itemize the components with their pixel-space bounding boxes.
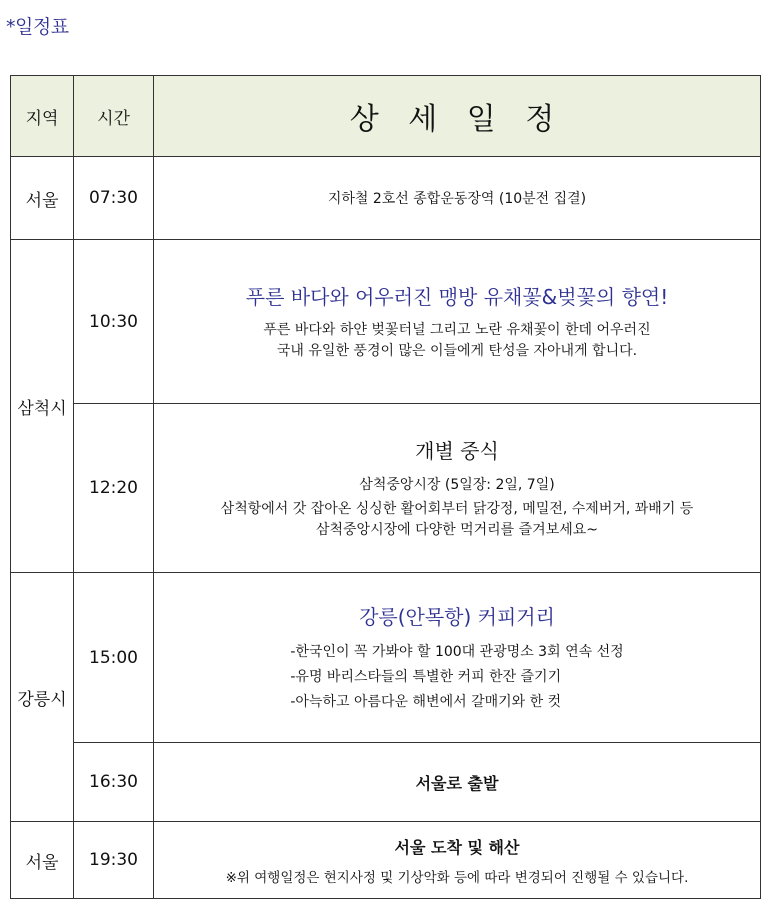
table-row — [11, 240, 761, 404]
detail-line: 삼척중앙시장에 다양한 먹거리를 즐겨보세요~ — [315, 522, 599, 538]
header-region: 지역 — [11, 76, 74, 157]
detail-cell — [154, 404, 761, 573]
detail-title: 서울로 출발 — [415, 773, 499, 793]
table-row — [11, 573, 761, 743]
header-row — [11, 76, 761, 157]
time-cell: 10:30 — [74, 240, 154, 404]
header-time: 시간 — [74, 76, 154, 157]
detail-line: -아늑하고 아름다운 해변에서 갈매기와 한 컷 — [290, 693, 562, 710]
detail-text: 지하철 2호선 종합운동장역 (10분전 집결) — [327, 191, 587, 207]
schedule-table — [10, 75, 761, 899]
detail-line: -유명 바리스타들의 특별한 커피 한잔 즐기기 — [290, 668, 562, 685]
region-cell: 강릉시 — [11, 573, 74, 822]
table-row — [11, 404, 761, 573]
detail-list — [290, 640, 623, 715]
table-row — [11, 157, 761, 240]
detail-title: 서울 도착 및 해산 — [394, 837, 520, 857]
time-cell: 15:00 — [74, 573, 154, 743]
time-cell: 19:30 — [74, 822, 154, 899]
detail-cell — [154, 573, 761, 743]
time-cell: 12:20 — [74, 404, 154, 573]
detail-title: 강릉(안목항) 커피거리 — [359, 604, 555, 629]
detail-subtitle: 삼척중앙시장 (5일장: 2일, 7일) — [359, 477, 555, 493]
detail-line: -한국인이 꼭 가봐야 할 100대 관광명소 3회 연속 선정 — [290, 643, 624, 660]
header-detail: 상 세 일 정 — [154, 76, 761, 157]
region-cell: 삼척시 — [11, 240, 74, 573]
detail-line: 국내 유일한 풍경이 많은 이들에게 탄성을 자아내게 합니다. — [276, 343, 638, 359]
detail-cell — [154, 157, 761, 240]
time-cell: 16:30 — [74, 743, 154, 822]
detail-cell — [154, 240, 761, 404]
region-cell: 서울 — [11, 157, 74, 240]
detail-note: ※위 여행일정은 현지사정 및 기상악화 등에 따라 변경되어 진행될 수 있습니다. — [225, 869, 689, 886]
detail-cell — [154, 743, 761, 822]
detail-title: 개별 중식 — [415, 439, 499, 463]
detail-line: 삼척항에서 갓 잡아온 싱싱한 활어회부터 닭강정, 메밀전, 수제버거, 꽈배기 등 — [220, 501, 694, 517]
detail-title: 푸른 바다와 어우러진 맹방 유채꽃&벚꽃의 향연! — [245, 285, 669, 309]
detail-cell — [154, 822, 761, 899]
page-title: *일정표 — [6, 16, 69, 38]
table-row — [11, 822, 761, 899]
table-row — [11, 743, 761, 822]
detail-line: 푸른 바다와 하얀 벚꽃터널 그리고 노란 유채꽃이 한데 어우러진 — [263, 322, 651, 338]
region-cell: 서울 — [11, 822, 74, 899]
time-cell: 07:30 — [74, 157, 154, 240]
